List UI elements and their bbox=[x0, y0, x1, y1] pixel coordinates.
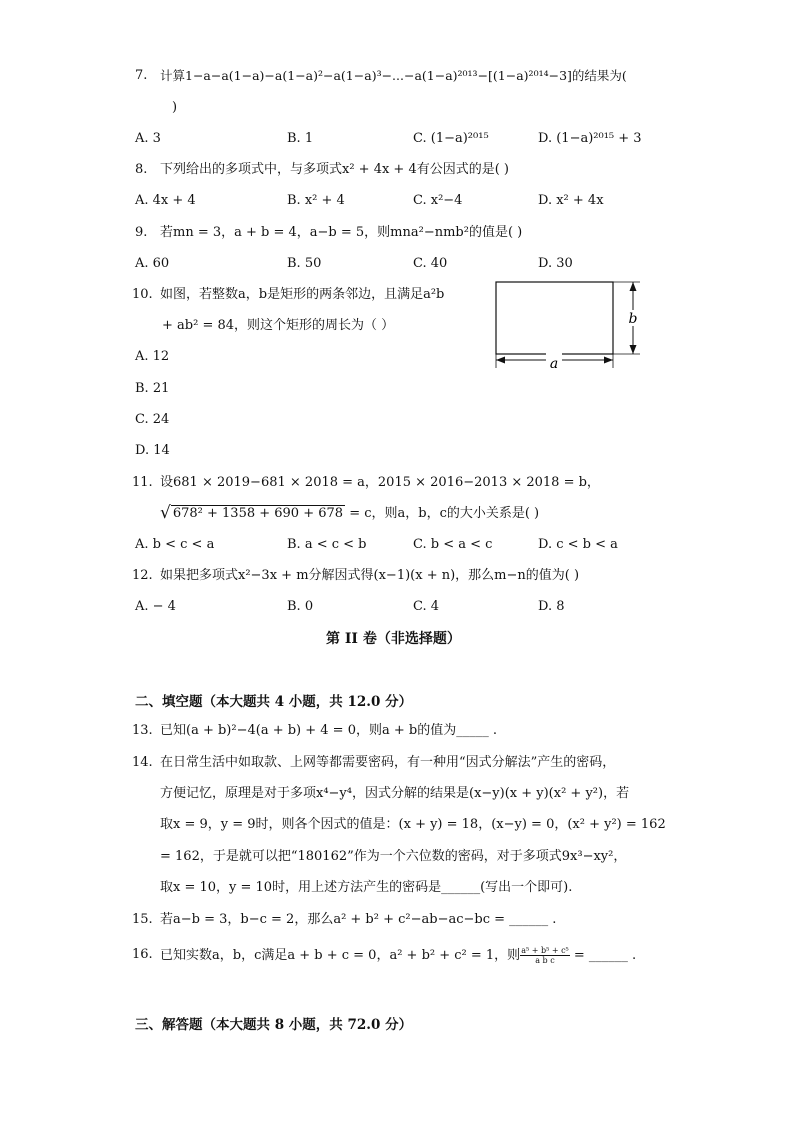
q8-option-a: A. 4x + 4 bbox=[135, 193, 196, 208]
q7-option-d: D. (1−a)²⁰¹⁵ + 3 bbox=[538, 131, 642, 146]
q12-text: 如果把多项式x²−3x + m分解因式得(x−1)(x + n)，那么m−n的值为( ) bbox=[160, 568, 580, 583]
q11-text: 设681 × 2019−681 × 2018 = a，2015 × 2016−2013 × 2018 = b， bbox=[160, 475, 600, 490]
q12-option-b: B. 0 bbox=[287, 599, 314, 614]
q10-number: 10. bbox=[132, 287, 153, 302]
q12-option-d: D. 8 bbox=[538, 599, 565, 614]
q16-fraction-numerator: a⁵ + b⁵ + c⁵ bbox=[521, 946, 569, 955]
q14-line-4: = 162，于是就可以把“180162”作为一个六位数的密码，对于多项式9x³−xy²， bbox=[160, 849, 627, 864]
q14-line-3: 取x = 9，y = 9时，则各个因式的值是：(x + y) = 18，(x−y) = 0，(x² + y²) = 162 bbox=[160, 817, 666, 832]
q10-text-cont: + ab² = 84，则这个矩形的周长为（ ） bbox=[162, 318, 395, 333]
q11-option-b: B. a < c < b bbox=[287, 537, 367, 552]
q16-text-line bbox=[160, 946, 636, 965]
a-arrow-left-icon bbox=[496, 357, 505, 364]
q11-sqrt-line bbox=[160, 504, 539, 523]
b-arrow-down-icon bbox=[630, 345, 637, 354]
b-label: b bbox=[628, 311, 638, 327]
q10-text: 如图，若整数a，b是矩形的两条邻边，且满足a²b bbox=[160, 287, 445, 302]
q7-option-c: C. (1−a)²⁰¹⁵ bbox=[413, 131, 489, 146]
a-label: a bbox=[549, 356, 559, 372]
q9-option-c: C. 40 bbox=[413, 256, 448, 271]
q13-text: 已知(a + b)²−4(a + b) + 4 = 0，则a + b的值为_____ . bbox=[160, 723, 497, 738]
q8-number: 8. bbox=[135, 162, 148, 177]
q11-option-c: C. b < a < c bbox=[413, 537, 493, 552]
section-solution-heading: 三、解答题（本大题共 8 小题，共 72.0 分） bbox=[135, 1017, 413, 1033]
q11-option-d: D. c < b < a bbox=[538, 537, 618, 552]
q16-text: 已知实数a，b，c满足a + b + c = 0，a² + b² + c² = 1，则 bbox=[160, 948, 521, 963]
q11-text-after: = c，则a，b，c的大小关系是( ) bbox=[345, 506, 540, 521]
q15-text: 若a−b = 3，b−c = 2，那么a² + b² + c²−ab−ac−bc = ______ . bbox=[160, 912, 557, 927]
q12-option-c: C. 4 bbox=[413, 599, 440, 614]
q10-option-a: A. 12 bbox=[135, 349, 170, 364]
q7-option-a: A. 3 bbox=[135, 131, 161, 146]
q11-radicand: 678² + 1358 + 690 + 678 bbox=[172, 506, 344, 521]
sqrt-sign-icon: √ bbox=[160, 503, 171, 523]
q16-number: 16. bbox=[132, 947, 153, 962]
rectangle-shape bbox=[496, 282, 613, 354]
q14-line-5: 取x = 10，y = 10时，用上述方法产生的密码是______(写出一个即可). bbox=[160, 880, 573, 895]
q14-number: 14. bbox=[132, 755, 153, 770]
q9-option-b: B. 50 bbox=[287, 256, 322, 271]
q12-option-a: A. − 4 bbox=[135, 599, 176, 614]
q8-option-d: D. x² + 4x bbox=[538, 193, 604, 208]
q9-number: 9. bbox=[135, 225, 148, 240]
q8-option-b: B. x² + 4 bbox=[287, 193, 345, 208]
q12-number: 12. bbox=[132, 568, 153, 583]
a-arrow-right-icon bbox=[604, 357, 613, 364]
q11-option-a: A. b < c < a bbox=[135, 537, 215, 552]
q11-number: 11. bbox=[132, 475, 153, 490]
q13-number: 13. bbox=[132, 723, 153, 738]
q7-text: 计算1−a−a(1−a)−a(1−a)²−a(1−a)³−...−a(1−a)²⁰¹³−[(1−a)²⁰¹⁴−3]的结果为( bbox=[160, 68, 627, 83]
q9-option-d: D. 30 bbox=[538, 256, 573, 271]
q15-number: 15. bbox=[132, 912, 153, 927]
q10-option-b: B. 21 bbox=[135, 381, 170, 396]
q7-text-cont: ) bbox=[172, 100, 178, 115]
section-fill-in-heading: 二、填空题（本大题共 4 小题，共 12.0 分） bbox=[135, 694, 413, 710]
q14-line-2: 方便记忆，原理是对于多项x⁴−y⁴，因式分解的结果是(x−y)(x + y)(x² + y²)，若 bbox=[160, 786, 630, 801]
q14-line-1: 在日常生活中如取款、上网等都需要密码，有一种用“因式分解法”产生的密码， bbox=[160, 755, 616, 770]
q16-fraction bbox=[520, 946, 570, 965]
part-ii-title: 第 II 卷（非选择题） bbox=[326, 631, 461, 647]
q10-option-c: C. 24 bbox=[135, 412, 170, 427]
b-arrow-up-icon bbox=[630, 282, 637, 291]
q10-option-d: D. 14 bbox=[135, 443, 170, 458]
q8-option-c: C. x²−4 bbox=[413, 193, 463, 208]
q7-option-b: B. 1 bbox=[287, 131, 314, 146]
q9-option-a: A. 60 bbox=[135, 256, 170, 271]
q9-text: 若mn = 3，a + b = 4，a−b = 5，则mna²−nmb²的值是( ) bbox=[160, 225, 523, 240]
q7-number: 7. bbox=[135, 68, 148, 83]
q16-fraction-denominator: a b c bbox=[535, 956, 555, 965]
q16-text-after: = ______ . bbox=[569, 948, 637, 963]
q8-text: 下列给出的多项式中，与多项式x² + 4x + 4有公因式的是( ) bbox=[160, 162, 510, 177]
rectangle-figure bbox=[488, 276, 648, 374]
